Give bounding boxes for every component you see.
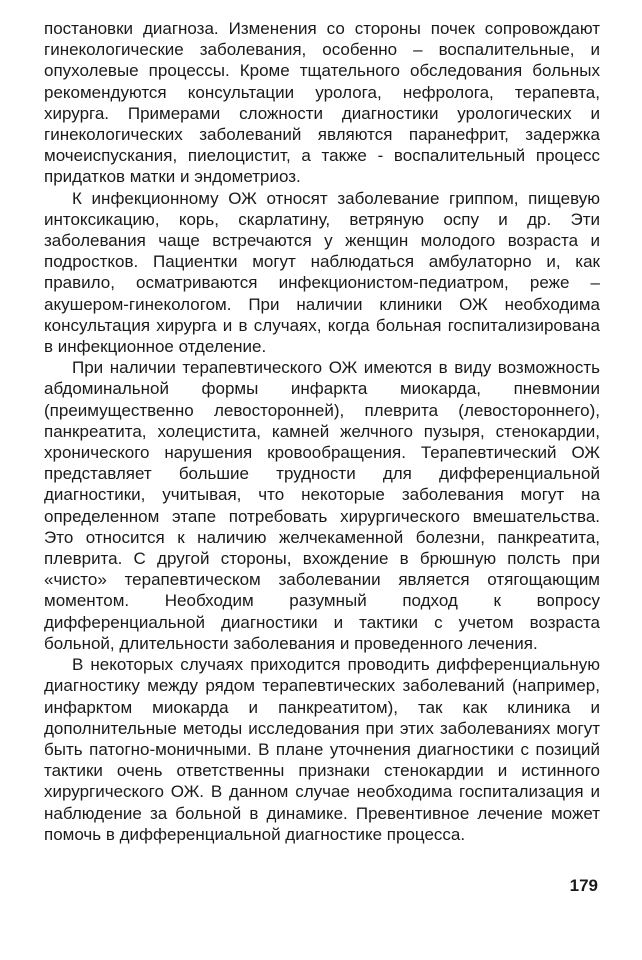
paragraph-continuation: постановки диагноза. Изменения со стороны почек сопровождают гинекологические заболевания, особенно – воспалительные, и опухолевые процессы. Кроме тщательного обследования больных рекомендуются консультации уролога, нефролога, терапевта, хирурга. Примерами сложности диагностики урологических и гинекологических заболеваний являются паранефрит, задержка мочеиспускания, пиелоцистит, а также - воспалительный процесс придатков матки и эндометриоз.	[44, 19, 600, 187]
paragraph-differential: В некоторых случаях приходится проводить дифференциальную диагностику между рядом терапевтических заболеваний (например, инфарктом миокарда и панкреатитом), так как клиника и дополнительные методы исследования при этих заболеваниях могут быть патогно-моничными. В плане уточнения диагностики с позиций тактики очень ответственны признаки стенокардии и истинного хирургического ОЖ. В данном случае необходима госпитализация и наблюдение за больной в динамике. Превентивное лечение может помочь в дифференциальной диагностике процесса.	[44, 655, 600, 844]
paragraph-infectious: К инфекционному ОЖ относят заболевание гриппом, пищевую интоксикацию, корь, скарлатину, ветряную оспу и др. Эти заболевания чаще встречаются у женщин молодого возраста и подростков. Пациентки могут наблюдаться амбулаторно и, как правило, осматриваются инфекционистом-педиатром, реже – акушером-гинекологом. При наличии клиники ОЖ необходима консультация хирурга и в случаях, когда больная госпитализирована в инфекционное отделение.	[44, 188, 600, 357]
paragraph-therapeutic: При наличии терапевтического ОЖ имеются в виду возможность абдоминальной формы инфаркта миокарда, пневмонии (преимущественно левосторонней), плеврита (левостороннего), панкреатита, холецистита, камней желчного пузыря, стенокардии, хронического нарушения кровообращения. Терапевтический ОЖ представляет большие трудности для дифференциальной диагностики, учитывая, что некоторые заболевания могут на определенном этапе потребовать хирургического вмешательства. Это относится к наличию желчекаменной болезни, панкреатита, плеврита. С другой стороны, вхождение в брюшную полсть при «чисто» терапевтическом заболевании является отягощающим моментом. Необходим разумный подход к вопросу дифференциальной диагностики и тактики с учетом возраста больной, длительности заболевания и проведенного лечения.	[44, 358, 600, 653]
page-body	[44, 18, 600, 845]
page-number: 179	[569, 876, 598, 895]
